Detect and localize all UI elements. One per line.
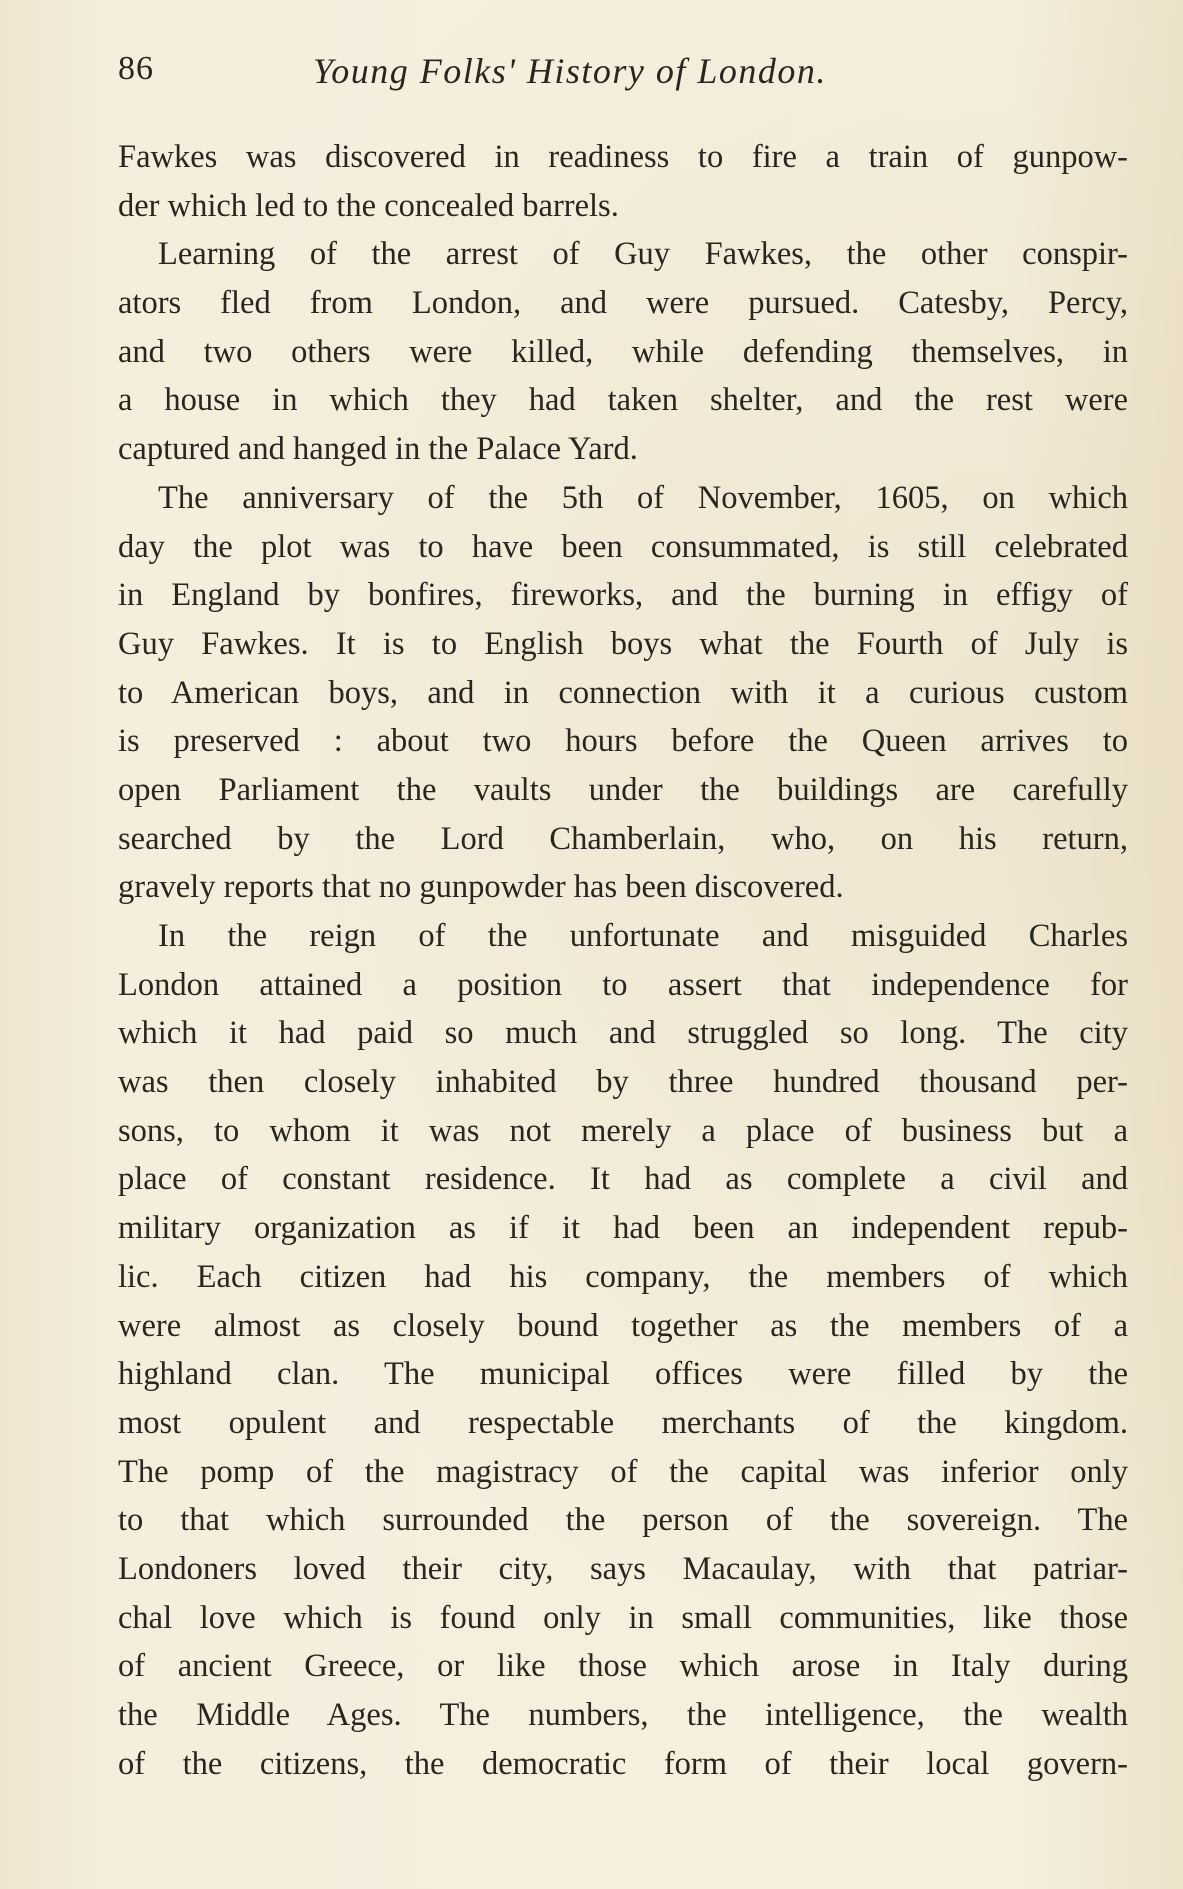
text-line: searched by the Lord Chamberlain, who, on his return, <box>118 820 1128 857</box>
text-line: to American boys, and in connection with it a curious custom <box>118 674 1128 711</box>
body-text <box>118 133 1128 1788</box>
text-line: captured and hanged in the Palace Yard. <box>118 431 638 468</box>
text-line: ators fled from London, and were pursued. Catesby, Percy, <box>118 285 1128 322</box>
running-title: Young Folks' History of London. <box>313 51 827 91</box>
text-line: highland clan. The municipal offices were filled by the <box>118 1356 1128 1393</box>
text-line: and two others were killed, while defending themselves, in <box>118 333 1128 370</box>
text-line: gravely reports that no gunpowder has been discovered. <box>118 869 844 906</box>
text-line: sons, to whom it was not merely a place of business but a <box>118 1112 1128 1149</box>
text-line: Guy Fawkes. It is to English boys what the Fourth of July is <box>118 625 1128 662</box>
text-line: were almost as closely bound together as the members of a <box>118 1307 1128 1344</box>
text-line: most opulent and respectable merchants of the kingdom. <box>118 1404 1128 1441</box>
text-line: is preserved : about two hours before the Queen arrives to <box>118 723 1128 760</box>
text-line: lic. Each citizen had his company, the members of which <box>118 1258 1128 1295</box>
text-line: of the citizens, the democratic form of their local govern- <box>118 1745 1128 1782</box>
text-line: place of constant residence. It had as complete a civil and <box>118 1161 1128 1198</box>
text-line: in England by bonfires, fireworks, and the burning in effigy of <box>118 577 1128 614</box>
text-line: to that which surrounded the person of the sovereign. The <box>118 1502 1128 1539</box>
text-line: In the reign of the unfortunate and misguided Charles <box>158 918 1128 954</box>
text-line: Londoners loved their city, says Macaulay, with that patriar- <box>118 1550 1128 1587</box>
text-line: of ancient Greece, or like those which arose in Italy during <box>118 1648 1128 1685</box>
text-line: Fawkes was discovered in readiness to fire a train of gunpow- <box>118 139 1128 175</box>
text-line: The anniversary of the 5th of November, 1605, on which <box>158 479 1128 516</box>
text-line: was then closely inhabited by three hundred thousand per- <box>118 1064 1128 1101</box>
text-line: military organization as if it had been an independent repub- <box>118 1210 1128 1247</box>
text-line: which it had paid so much and struggled so long. The city <box>118 1015 1128 1052</box>
text-line: der which led to the concealed barrels. <box>118 187 619 224</box>
text-line: a house in which they had taken shelter, and the rest were <box>118 382 1128 419</box>
text-line: the Middle Ages. The numbers, the intelligence, the wealth <box>118 1697 1128 1733</box>
text-line: The pomp of the magistracy of the capital was inferior only <box>118 1453 1128 1490</box>
page-header <box>118 50 1128 100</box>
text-line: day the plot was to have been consummated, is still celebrated <box>118 528 1128 565</box>
text-line: Learning of the arrest of Guy Fawkes, the other conspir- <box>158 236 1128 273</box>
text-line: London attained a position to assert that independence for <box>118 966 1128 1003</box>
page-number: 86 <box>118 50 154 87</box>
text-line: chal love which is found only in small communities, like those <box>118 1599 1128 1636</box>
text-line: open Parliament the vaults under the buildings are carefully <box>118 771 1128 808</box>
